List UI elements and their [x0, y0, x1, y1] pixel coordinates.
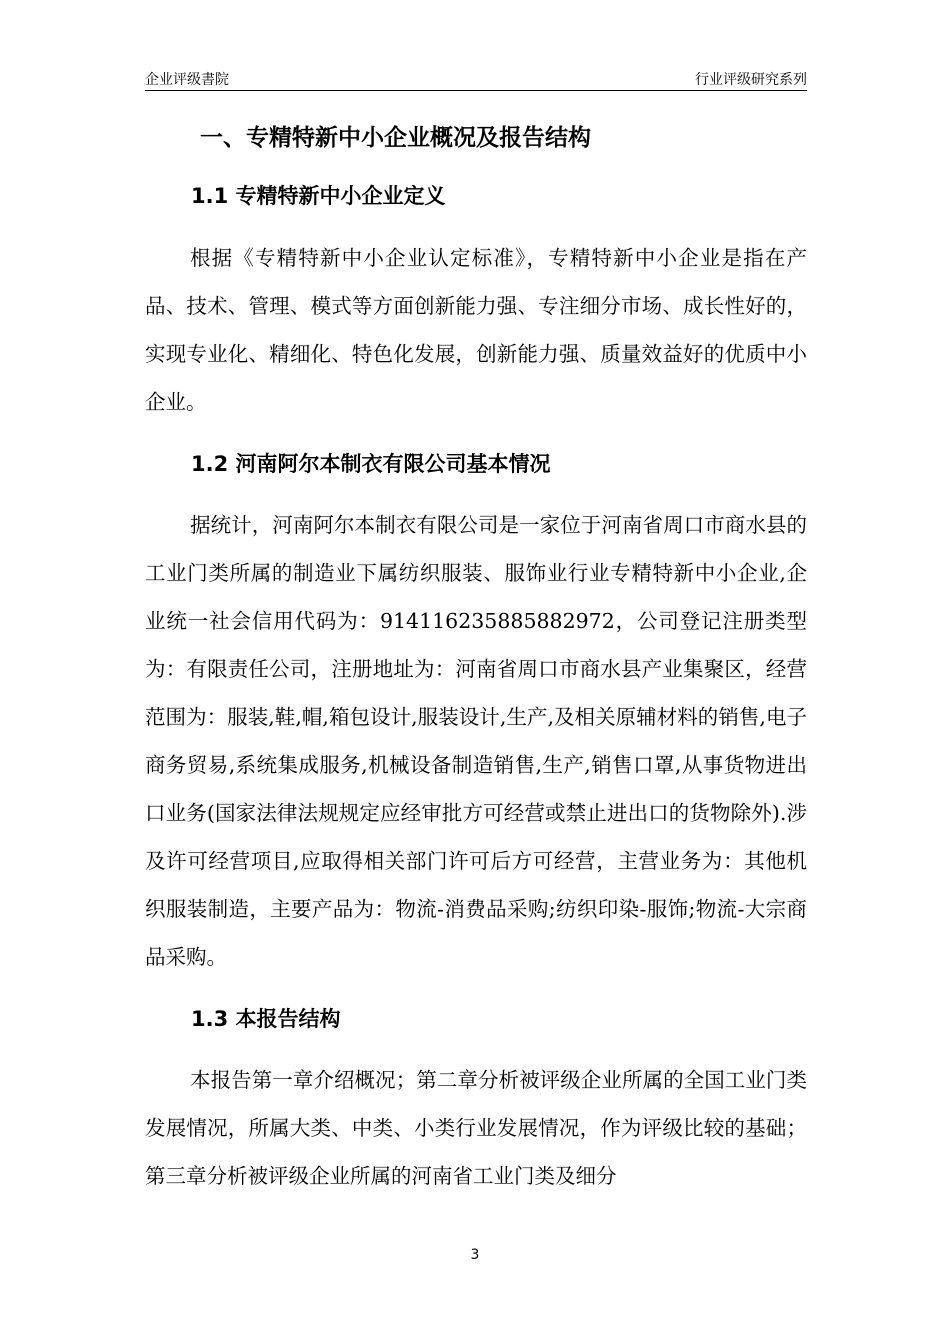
- subsection-heading-structure: 1.3 本报告结构: [191, 1007, 341, 1031]
- section-title: 一、专精特新中小企业概况及报告结构: [200, 125, 591, 151]
- paragraph-structure: 本报告第一章介绍概况；第二章分析被评级企业所属的全国工业门类发展情况，所属大类、中类、小类行业发展情况，作为评级比较的基础；第三章分析被评级企业所属的河南省工业门类及细分: [145, 1068, 807, 1188]
- subsection-heading-definition: 1.1 专精特新中小企业定义: [191, 184, 446, 208]
- page-content: [145, 108, 807, 1200]
- paragraph-definition: 根据《专精特新中小企业认定标准》，专精特新中小企业是指在产品、技术、管理、模式等方面创新能力强、专注细分市场、成长性好的，实现专业化、精细化、特色化发展，创新能力强、质量效益好的优质中小企业。: [145, 246, 807, 414]
- header-publisher: 企业评级書院: [145, 72, 229, 88]
- subsection-heading-company: 1.2 河南阿尔本制衣有限公司基本情况: [191, 452, 551, 476]
- paragraph-company: 据统计，河南阿尔本制衣有限公司是一家位于河南省周口市商水县的工业门类所属的制造业下属纺织服装、服饰业行业专精特新中小企业,企业统一社会信用代码为：91411623588588297​2，公司登记注册类型为：有限责任公司，注册地址为：河南省周口市商水县产业集聚区，经营范围为：服装,鞋,帽,箱包设计,服装设计,生产,及相关原辅材料的销售,电子商务贸易,系统集成服务,机械设备制造销售,生产,销售口罩,从事货物进出口业务(国家法律法规规定应经审批方可经营或禁止进出口的货物除外).涉及许可经营项目,应取得相关部门许可后方可经营，主营业务为：其他机织服装制造，主要产品为：物流-消费品采购;纺织印染-服饰;物流-大宗商品采购。: [145, 513, 807, 969]
- header-series: 行业评级研究系列: [695, 72, 807, 88]
- page-number: 3: [470, 1247, 480, 1263]
- page-header: [145, 64, 807, 91]
